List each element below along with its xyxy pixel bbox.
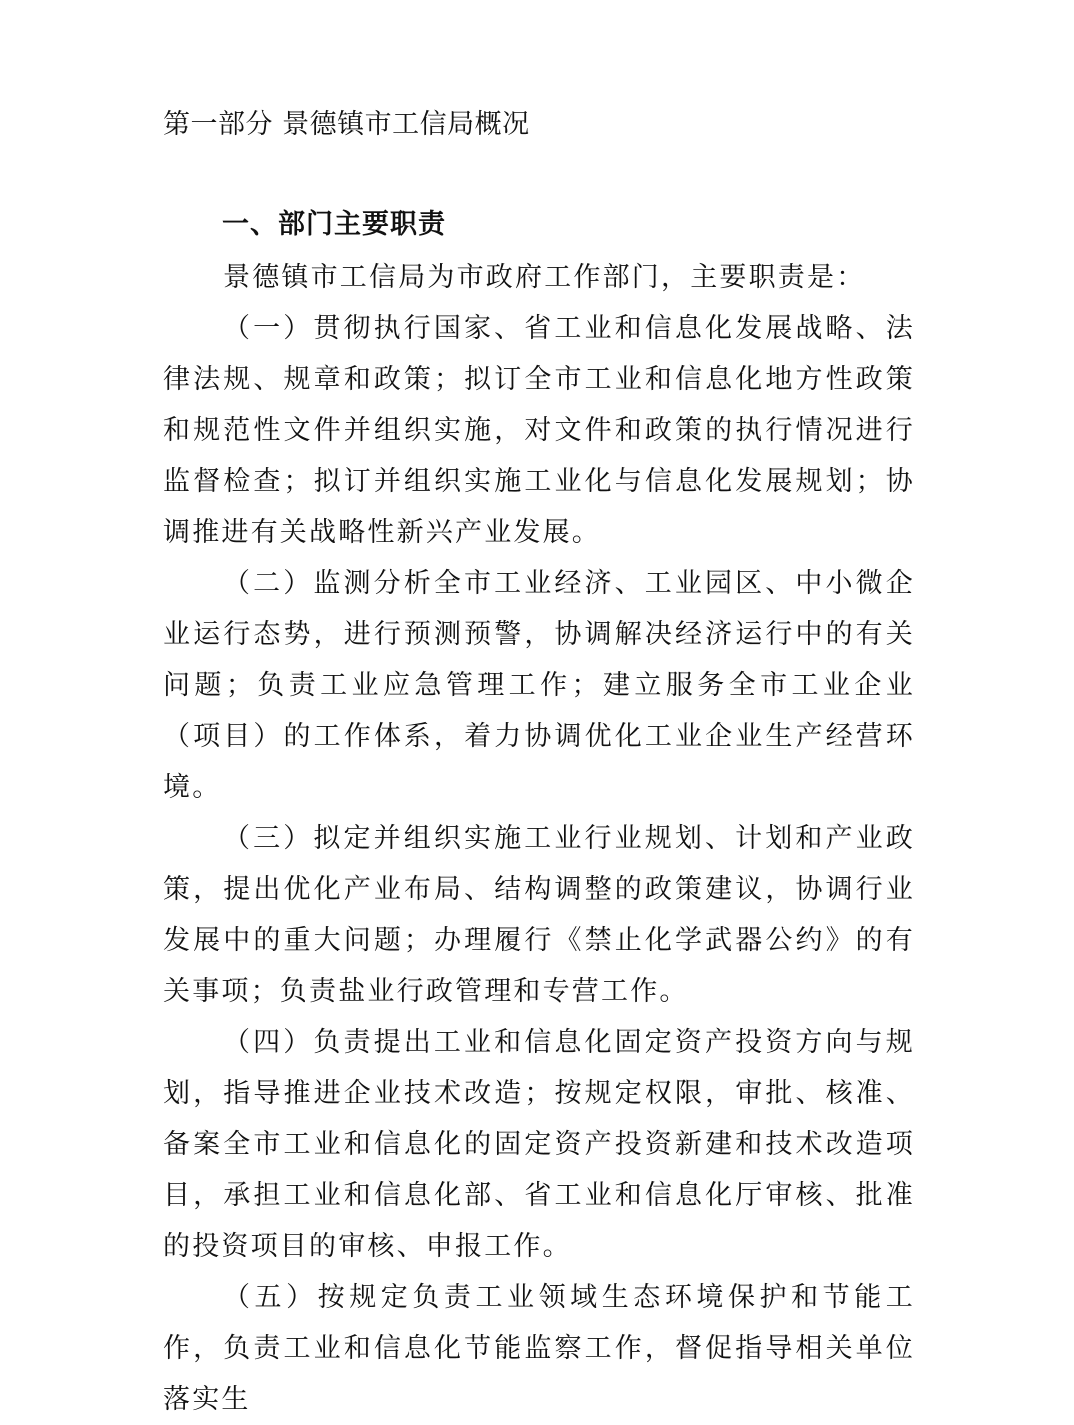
part-title: 第一部分 景德镇市工信局概况 (163, 109, 530, 140)
duty-paragraph-2: （二）监测分析全市工业经济、工业园区、中小微企业运行态势，进行预测预警，协调解决经济运行中的有关问题；负责工业应急管理工作；建立服务全市工业企业（项目）的工作体系，着力协调优化工业企业生产经营环境。 (163, 568, 915, 803)
document-body (163, 252, 915, 1425)
section-heading: 一、部门主要职责 (222, 209, 446, 240)
intro-paragraph: 景德镇市工信局为市政府工作部门，主要职责是： (223, 262, 866, 293)
duty-paragraph-1: （一）贯彻执行国家、省工业和信息化发展战略、法律法规、规章和政策；拟订全市工业和信息化地方性政策和规范性文件并组织实施，对文件和政策的执行情况进行监督检查；拟订并组织实施工业化与信息化发展规划；协调推进有关战略性新兴产业发展。 (163, 313, 915, 548)
duty-paragraph-3: （三）拟定并组织实施工业行业规划、计划和产业政策，提出优化产业布局、结构调整的政策建议，协调行业发展中的重大问题；办理履行《禁止化学武器公约》的有关事项；负责盐业行政管理和专营工作。 (163, 823, 915, 1007)
duty-paragraph-4: （四）负责提出工业和信息化固定资产投资方向与规划，指导推进企业技术改造；按规定权限，审批、核准、备案全市工业和信息化的固定资产投资新建和技术改造项目，承担工业和信息化部、省工业和信息化厅审核、批准的投资项目的审核、申报工作。 (163, 1027, 915, 1262)
duty-paragraph-5: （五）按规定负责工业领域生态环境保护和节能工作，负责工业和信息化节能监察工作，督促指导相关单位落实生 (163, 1282, 915, 1415)
